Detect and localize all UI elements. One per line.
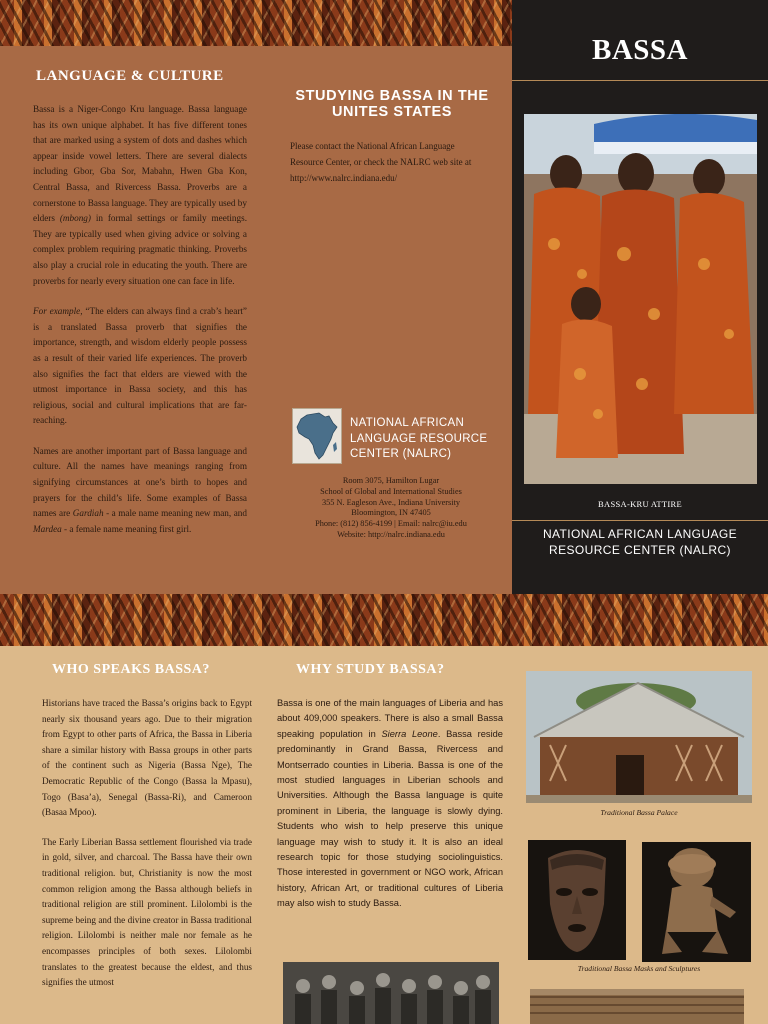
who-speaks-text xyxy=(42,696,252,1005)
fabric-band-middle xyxy=(0,594,768,646)
nalrc-logo-text: NATIONAL AFRICAN LANGUAGE RESOURCE CENTER (NALRC) xyxy=(350,417,488,460)
address-line: School of Global and International Studies xyxy=(320,486,462,496)
divider-bottom xyxy=(512,520,768,521)
fabric-band-top xyxy=(0,0,512,46)
who-paragraph-2: The Early Liberian Bassa settlement flourished via trade in gold, silver, and charcoal. The Bassa have their own traditional religion. but, Christianity is now the most common religion among the Bassa although beliefs in traditional religion are still prominent. Lilolombi is the supreme being and the divine creator in Bassa traditional religion. Lilolombi is neither male nor female as he encompasses principles of both sexes. Lilolombi translates to the greatest because the eldest, and thus signifies the utmost xyxy=(42,836,252,988)
cover-title: BASSA xyxy=(592,34,688,66)
who-speaks-title: WHO SPEAKS BASSA? xyxy=(52,662,210,677)
nalrc-address xyxy=(276,476,506,541)
bassa-palace-photo xyxy=(526,671,752,803)
language-culture-panel xyxy=(0,46,512,594)
studying-bassa-title: STUDYING BASSA IN THE UNITES STATES xyxy=(295,88,489,120)
africa-map-icon xyxy=(293,409,341,463)
why-study-title: WHY STUDY BASSA? xyxy=(296,662,445,677)
attire-caption: BASSA-KRU ATTIRE xyxy=(598,499,682,509)
bassa-mask-photo xyxy=(528,840,626,960)
language-culture-title: LANGUAGE & CULTURE xyxy=(36,68,224,84)
bassa-sculpture-photo xyxy=(642,842,751,962)
language-paragraph-1: Bassa is a Niger-Congo Kru language. Bassa language has its own unique alphabet. It has five different tones that are marked using a system of dots and dashes which appear inside vowel letters. There are several dialects including Gbor, Gba Sor, Mabahn, Hwen Gba Kon, Central Bassa, and Rivercess Bassa. Proverbs are a cornerstone to Bassa language. They are typically used by elders (mbong) in formal settings or family meetings. They are typically used when giving advice or solving a complex problem requiring pragmatic thinking. Proverbs also play a crucial role in educating the youth. There are proverbs for nearly every situation one can face in life. xyxy=(33,104,247,286)
thatched-hut-photo xyxy=(530,989,744,1024)
address-line: Bloomington, IN 47405 xyxy=(351,508,431,518)
africa-map-logo xyxy=(292,408,342,464)
address-line: Phone: (812) 856-4199 | Email: nalrc@iu.edu xyxy=(315,519,467,529)
studying-bassa-text: Please contact the National African Language Resource Center, or check the NALRC web site at http://www.nalrc.indiana.edu/ xyxy=(290,141,472,183)
masks-caption: Traditional Bassa Masks and Sculptures xyxy=(577,964,701,973)
palace-caption: Traditional Bassa Palace xyxy=(600,808,678,817)
who-paragraph-1: Historians have traced the Bassa’s origins back to Egypt nearly six thousand years ago. Due to their migration from Egypt to other parts of Africa, the Bassa in Liberia share a similar history with Bassa groups in other parts of the continent such as Nigeria (Bassa Nge), The Democratic Republic of the Congo (Bassa la Mpasu), Togo (Basa’a), Senegal (Bassa-Ri), and Cameroon (Basaa Mpoo). xyxy=(42,698,252,818)
bassa-kru-attire-photo xyxy=(524,114,757,484)
address-line: 355 N. Eagleson Ave., Indiana University xyxy=(321,497,461,507)
why-study-text: Bassa is one of the main languages of Liberia and has about 409,000 speakers. There is also a small Bassa speaking population in Sierra Leone. Bassa reside predominantly in Grand Bassa, Rivercess and Montserrado counties in Liberia. Bassa is one of the most studied languages in Liberian schools and Universities. Although the Bassa language is quite prominent in Liberia, the language is slowly dying. Students who wish to help preserve this unique language may wish to study it. It is also an ideal research topic for those studying sociolinguistics. Those interested in government or NGO work, African history, African Art, or traditional cultures of Liberia may also wish to study Bassa. xyxy=(277,698,503,909)
language-culture-text xyxy=(33,102,247,552)
divider-top xyxy=(512,80,768,81)
address-line: Website: http://nalrc.indiana.edu xyxy=(337,529,445,539)
language-paragraph-3: Names are another important part of Bassa language and culture. All the names have meanings ranging from signifying circumstances at one’s birth to hopes and prayers for the child’s life. Some examples of Bassa names are Gardiah - a male name meaning new man, and Mardea - a female name meaning first girl. xyxy=(33,445,247,534)
cover-footer-nalrc: NATIONAL AFRICAN LANGUAGE RESOURCE CENTER (NALRC) xyxy=(542,527,738,557)
address-line: Room 3075, Hamilton Lugar xyxy=(342,476,440,485)
language-paragraph-2: For example, “The elders can always find a crab’s heart” is a translated Bassa proverb that signifies the importance, strength, and wisdom elderly people possess as a result of their varied life experiences. The proverb also signifies the fact that elders are viewed with the utmost importance in Bassa society, and this has religious, social and cultural implications that are far-reaching. xyxy=(33,306,248,426)
historic-group-photo xyxy=(283,962,499,1024)
lower-section xyxy=(0,646,768,1024)
